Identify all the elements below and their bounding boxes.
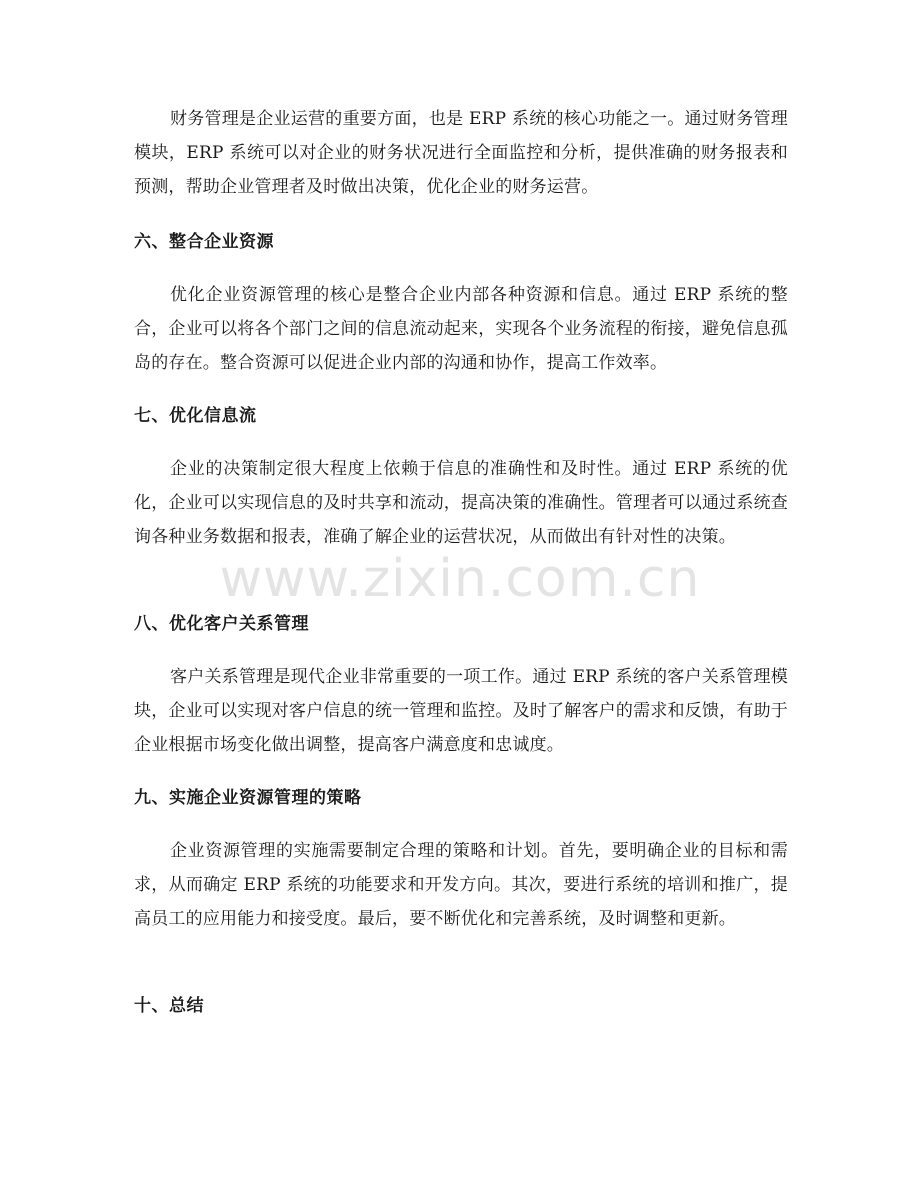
heading-customer-relationship: 八、优化客户关系管理: [134, 614, 309, 634]
heading-summary: 十、总结: [134, 996, 204, 1016]
paragraph-financial-management: 财务管理是企业运营的重要方面，也是 ERP 系统的核心功能之一。通过财务管理模块，ERP 系统可以对企业的财务状况进行全面监控和分析，提供准确的财务报表和预测，帮助企业管理者及时做出决策，优化企业的财务运营。: [134, 109, 788, 197]
heading-implementation-strategy: 九、实施企业资源管理的策略: [134, 788, 362, 808]
paragraph-implementation-strategy: 企业资源管理的实施需要制定合理的策略和计划。首先，要明确企业的目标和需求，从而确定 ERP 系统的功能要求和开发方向。其次，要进行系统的培训和推广，提高员工的应用能力和接受度。最后，要不断优化和完善系统，及时调整和更新。: [134, 841, 788, 929]
paragraph-customer-relationship: 客户关系管理是现代企业非常重要的一项工作。通过 ERP 系统的客户关系管理模块，企业可以实现对客户信息的统一管理和监控。及时了解客户的需求和反馈，有助于企业根据市场变化做出调整，提高客户满意度和忠诚度。: [134, 667, 788, 755]
heading-optimize-information-flow: 七、优化信息流: [134, 406, 257, 426]
paragraph-integrate-resources: 优化企业资源管理的核心是整合企业内部各种资源和信息。通过 ERP 系统的整合，企业可以将各个部门之间的信息流动起来，实现各个业务流程的衔接，避免信息孤岛的存在。整合资源可以促进企业内部的沟通和协作，提高工作效率。: [134, 285, 788, 373]
heading-integrate-resources: 六、整合企业资源: [134, 232, 274, 252]
paragraph-optimize-information-flow: 企业的决策制定很大程度上依赖于信息的准确性和及时性。通过 ERP 系统的优化，企业可以实现信息的及时共享和流动，提高决策的准确性。管理者可以通过系统查询各种业务数据和报表，准确了解企业的运营状况，从而做出有针对性的决策。: [134, 459, 788, 547]
watermark-text: www.zixin.com.cn: [219, 549, 701, 609]
